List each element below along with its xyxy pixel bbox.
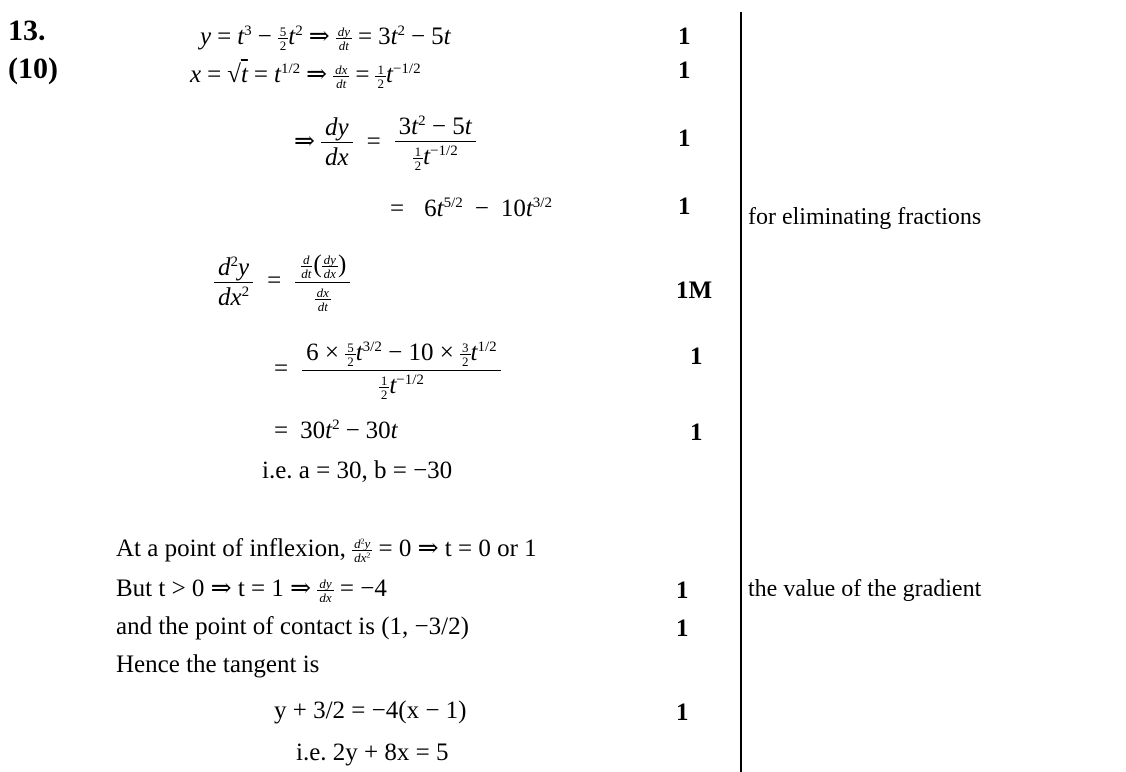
hence-line: Hence the tangent is: [116, 651, 320, 678]
mark-8: 1: [676, 577, 689, 604]
mark-9: 1: [676, 615, 689, 642]
equation-y-of-t: $y = t^3$ − $\frac{5}{2}$ $t^2$ ⇒ $\frac{dy}{dt}$ = $3t^2 - 5t$: [200, 23, 451, 53]
inflexion-line: At a point of inflexion, $\frac{d^2y}{dx^2}$ = 0 ⇒ t = 0 or 1: [116, 535, 537, 565]
mark-7: 1: [690, 419, 703, 446]
equation-d2ydx2-def: $\frac{d^2y}{dx^2}$ = $\frac{d}{dt}$ ( $\frac{dy}{dx}$ ) $\frac{dx}{dt}$: [214, 250, 350, 315]
equation-dydx-simplified: = $6t^{5/2} - 10t^{3/2}$: [390, 195, 552, 222]
equation-d2ydx2-result: = $30t^2 - 30t$: [274, 417, 398, 444]
mark-10: 1: [676, 699, 689, 726]
mark-5: 1M: [676, 277, 713, 304]
but-suffix: = −4: [339, 575, 387, 602]
mark-2: 1: [678, 57, 691, 84]
note-gradient-value: the value of the gradient: [748, 576, 982, 602]
mark-3: 1: [678, 125, 691, 152]
question-marks-total: (10): [8, 52, 58, 85]
equation-dydx: ⇒ $\frac{dy}{dx}$ = $3t^2 - 5t$ $\frac{1}{2}$ $t^{-1/2}$: [288, 112, 476, 174]
inflexion-prefix: At a point of inflexion,: [116, 535, 346, 562]
equation-x-of-t: $x = √t = t^{1/2}$ ⇒ $\frac{dx}{dt}$ = $\frac{1}{2}$ $t^{-1/2}$: [190, 61, 421, 91]
tangent-equation: y + 3/2 = −4(x − 1): [274, 697, 467, 724]
equation-d2ydx2-sub: = 6 × $\frac{5}{2}$ $t^{3/2} - 10$ × $\frac{3}{2}$ $t^{1/2}$ $\frac{1}{2}$ $t^{-1/2}$: [274, 338, 501, 403]
but-line: But t > 0 ⇒ t = 1 ⇒ $\frac{dy}{dx}$ = −4: [116, 575, 387, 605]
contact-line: and the point of contact is (1, −3/2): [116, 613, 469, 640]
mark-1: 1: [678, 23, 691, 50]
mark-4: 1: [678, 193, 691, 220]
but-prefix: But t > 0 ⇒ t = 1 ⇒: [116, 575, 312, 602]
ab-values: i.e. a = 30, b = −30: [262, 457, 453, 484]
note-eliminating-fractions: for eliminating fractions: [748, 204, 982, 230]
question-number: 13.: [8, 14, 46, 47]
inflexion-suffix: = 0 ⇒ t = 0 or 1: [378, 535, 537, 562]
final-equation: i.e. 2y + 8x = 5: [296, 739, 449, 766]
mark-6: 1: [690, 343, 703, 370]
margin-rule: [740, 12, 742, 772]
